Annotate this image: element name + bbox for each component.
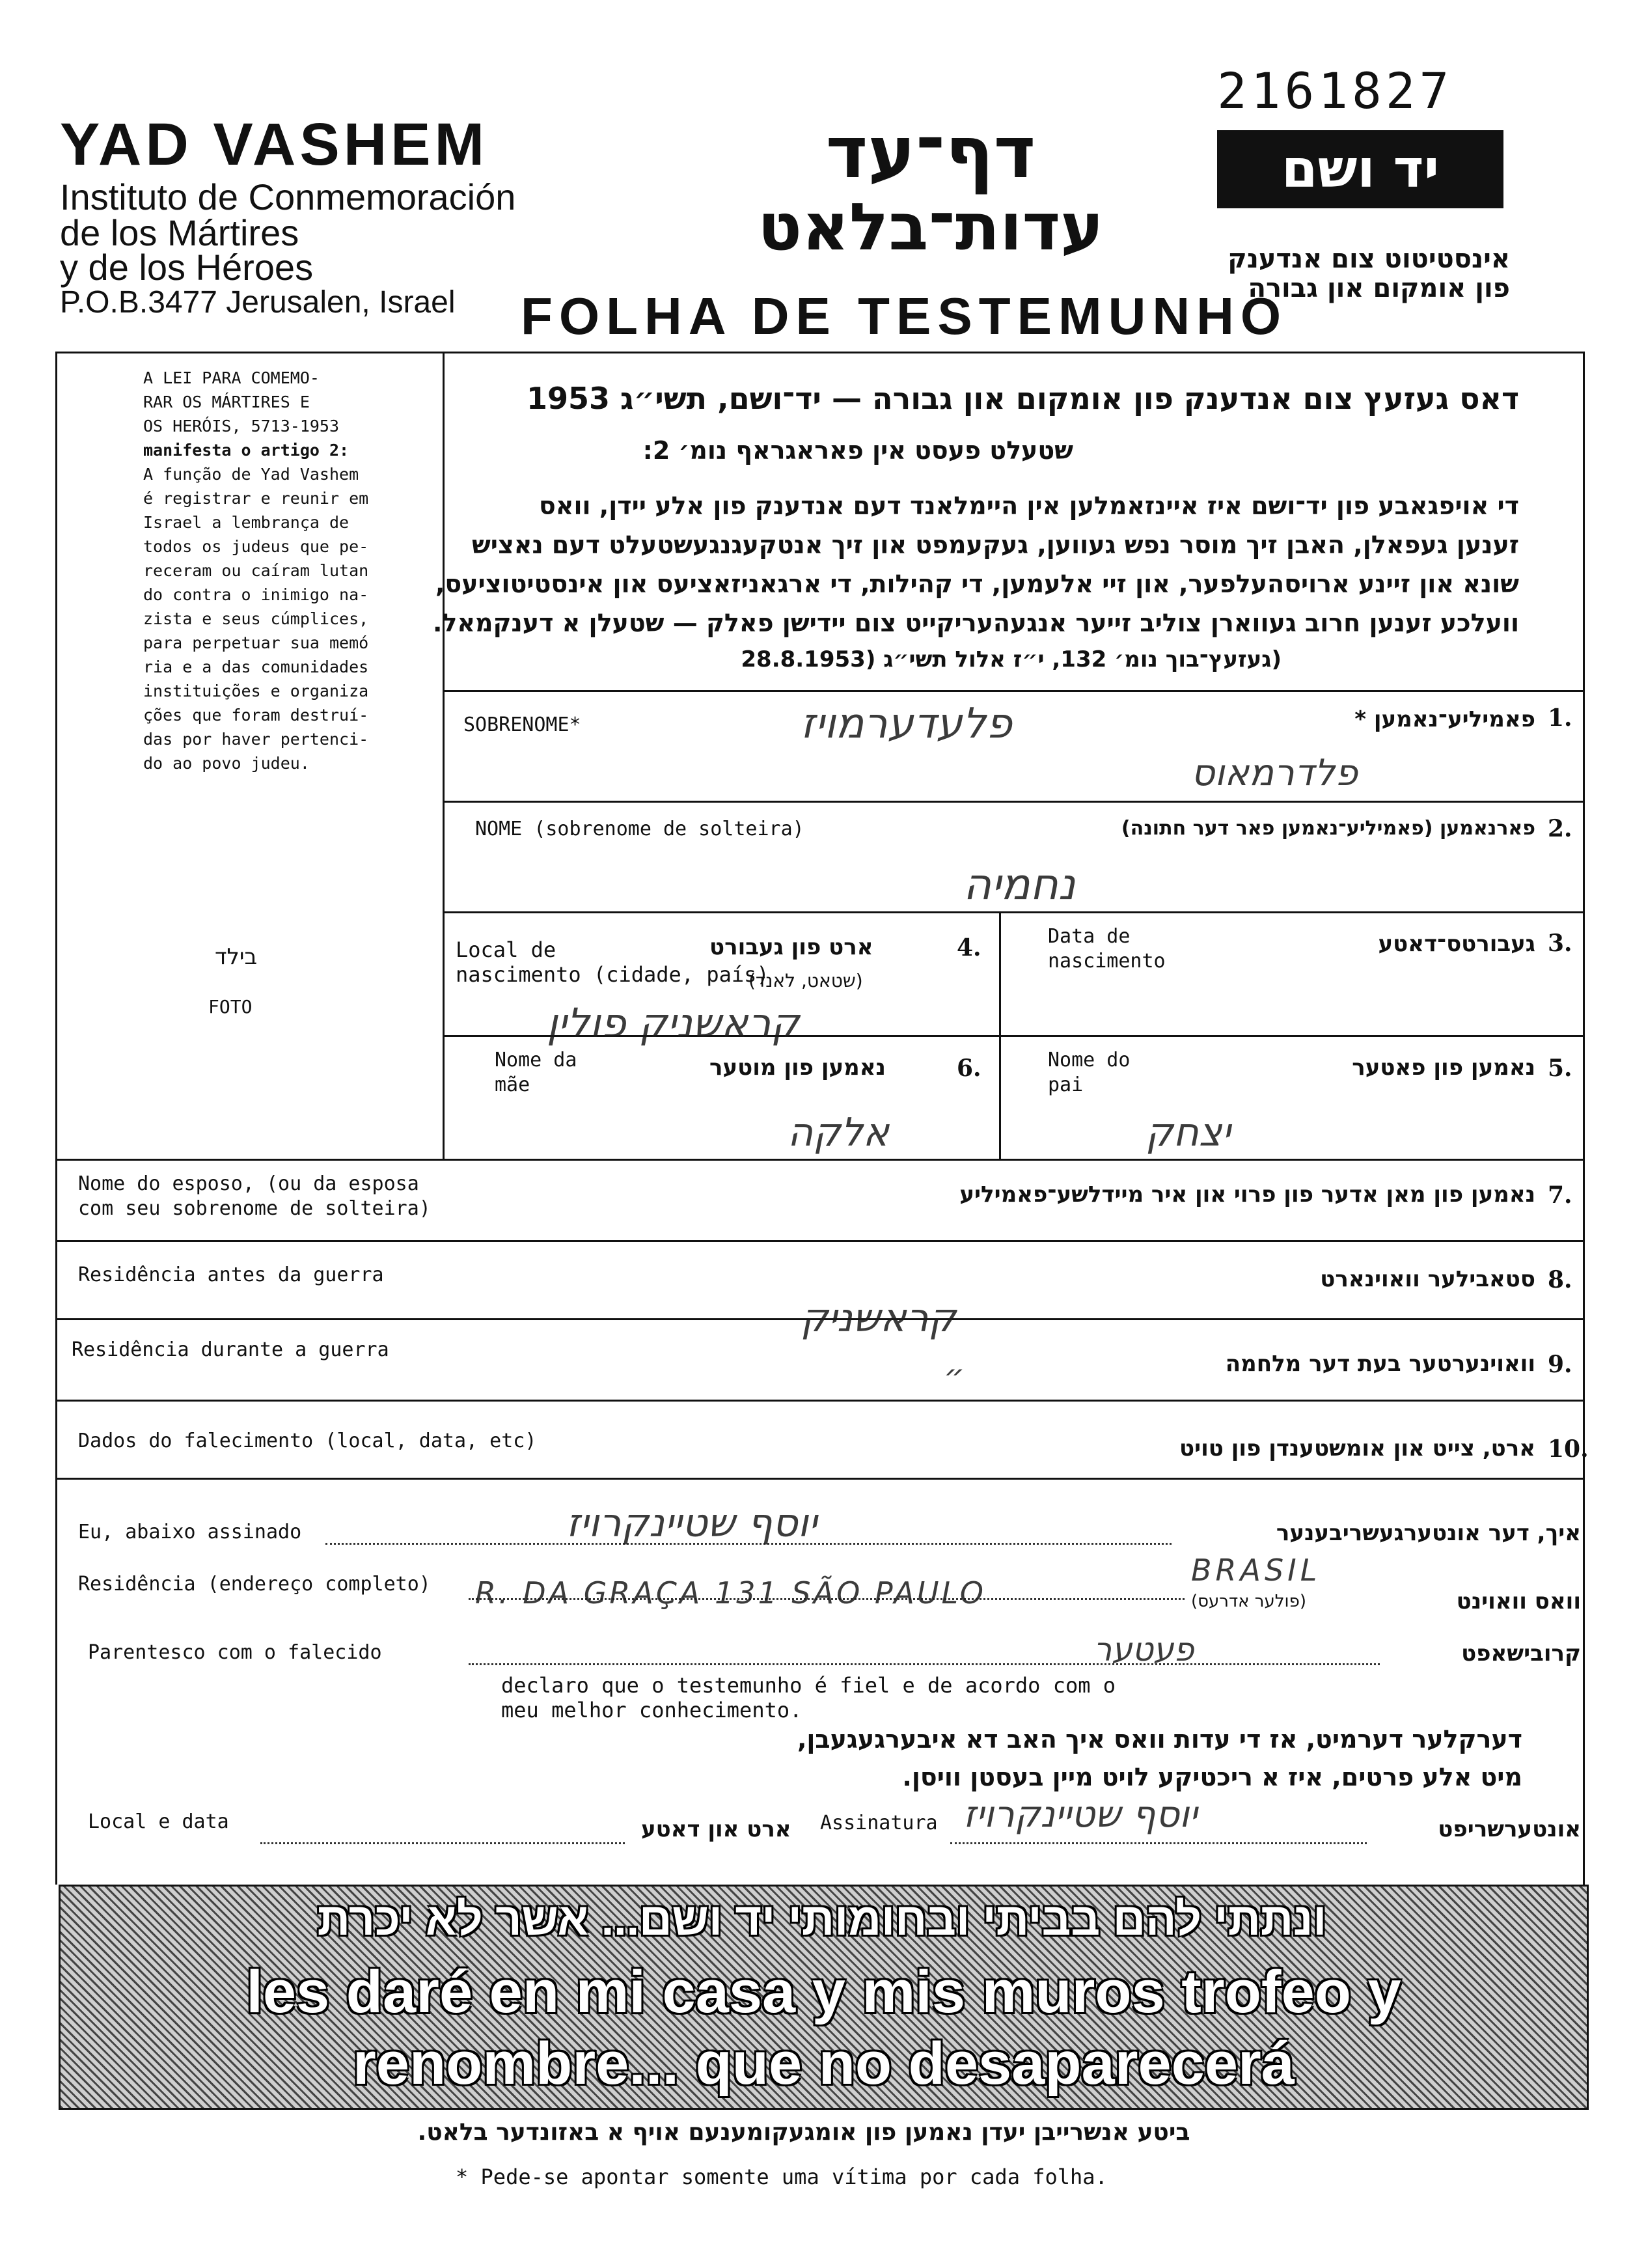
intro-line-5: שונא און זיינע ארויסהעלפער, און זיי אלעמען, די קהילות, די ארגאניזאציעס און אינסטיטוציעס, (435, 570, 1519, 598)
law-line: todos os judeus que pe- (143, 537, 369, 556)
wartime-residence-value[interactable]: ״ (944, 1357, 965, 1395)
law-line: instituições e organiza (143, 682, 369, 700)
birth-date-label-2: nascimento (1048, 950, 1166, 973)
father-name-label-2: pai (1048, 1073, 1084, 1096)
field-number-9: 9. (1548, 1351, 1572, 1378)
declaration-heb-2: מיט אלע פרטים, איז א ריכטיקע לויט מיין בעסטן וויסן. (902, 1763, 1522, 1791)
field-number-5: 5. (1548, 1055, 1572, 1082)
place-date-line (260, 1842, 625, 1844)
birth-place-label-2: nascimento (cidade, país) (456, 962, 769, 987)
spouse-name-label-heb: נאמען פון מאן אדער פון פרוי און איר מיידלשע־פאמיליע (959, 1182, 1535, 1208)
field-number-2: 2. (1548, 815, 1572, 842)
hebrew-title: דף־עד (825, 111, 1036, 194)
field-number-8: 8. (1548, 1266, 1572, 1293)
law-line: é registrar e reunir em (143, 489, 369, 508)
law-line: Israel a lembrança de (143, 513, 350, 532)
prewar-residence-value[interactable]: קראשניק (801, 1295, 957, 1341)
witness-address-label-heb: וואס וואוינט (1456, 1588, 1581, 1614)
quote-banner (59, 1885, 1589, 2110)
birth-date-label-1: Data de (1048, 925, 1131, 948)
field-number-10: 10. (1548, 1435, 1589, 1463)
witness-address-label-heb-2: (פולער אדרעס) (1191, 1592, 1306, 1611)
law-line: do ao povo judeu. (143, 754, 310, 773)
intro-line-3: די אויפגאבע פון יד־ושם איז איינזאמלען אין היימלאנד דעם אנדענק פון אלע יידן, וואס (538, 491, 1519, 520)
row-divider-8 (55, 1478, 1585, 1480)
birth-date-label (1048, 924, 1166, 974)
law-line: manifesta o artigo 2: (143, 441, 350, 460)
intro-line-7: (געזעץ־בוך נומ׳ 132, י״ז אלול תשי״ג (28.8.1953 (741, 646, 1282, 672)
birth-place-label-heb-2: (שטאט, לאנד) (748, 970, 863, 991)
witness-address-label: Residência (endereço completo) (78, 1573, 431, 1596)
field-number-6: 6. (957, 1055, 981, 1082)
institution-line-2: de los Mártires (60, 212, 299, 253)
witness-name-label: Eu, abaixo assinado (78, 1521, 302, 1543)
banner-line-3: renombre... que no desaparecerá (353, 2030, 1295, 2097)
law-line: para perpetuar sua memó (143, 633, 369, 652)
witness-name-label-heb: איך, דער אונטערגעשריבענער (1276, 1520, 1581, 1546)
death-details-label: Dados do falecimento (local, data, etc) (78, 1430, 537, 1452)
mother-name-label (495, 1048, 577, 1098)
birth-place-label-heb: ארט פון געבורט (709, 934, 873, 960)
row-divider-2 (443, 911, 1585, 913)
footer-note-heb: ביטע אנשרייבן יעדן נאמען פון אומגעקומענעם אויף א באזונדער בלאט. (417, 2119, 1190, 2146)
intro-line-1: דאס געזעץ צום אנדענק פון אומקום און גבורה — יד־ושם, תשי״ג 1953 (527, 381, 1519, 416)
surname-value[interactable]: פלעדערמויז (801, 700, 1012, 748)
surname-label-heb: פאמיליע־נאמען * (1354, 706, 1535, 732)
row-divider-5 (55, 1240, 1585, 1242)
frame-right (1583, 352, 1585, 1885)
first-name-value[interactable]: נחמיה (963, 859, 1076, 909)
logo-caption-2: פון אומקום און גבורה (1248, 273, 1510, 303)
surname-value-alt[interactable]: פלדרמאוס (1191, 752, 1358, 794)
photo-label-heb: בילד (215, 944, 258, 970)
record-number: 2161827 (1217, 62, 1453, 120)
birth-place-label-1: Local de (456, 937, 556, 962)
frame-top (55, 352, 1585, 353)
signature-value[interactable]: יוסף שטיינקרויז (963, 1793, 1198, 1836)
law-line: ções que foram destruí- (143, 706, 369, 725)
father-name-label-1: Nome do (1048, 1049, 1131, 1072)
banner-line-hebrew: ונתתי להם בביתי ובחומותי יד ושם... אשר לא יכרת (317, 1894, 1327, 1944)
mother-name-label-1: Nome da (495, 1049, 577, 1072)
field-number-7: 7. (1548, 1182, 1572, 1209)
field-number-4: 4. (957, 934, 981, 961)
photo-label-pt: FOTO (208, 996, 253, 1017)
father-name-value[interactable]: יצחק (1145, 1110, 1231, 1155)
birth-place-value[interactable]: קראשניק פולין (547, 999, 800, 1047)
witness-address-value[interactable]: R. DA GRAÇA 131 SÃO PAULO (475, 1575, 986, 1611)
left-column-divider (443, 352, 445, 1159)
intro-line-6: וועלכע זענען חרוב געווארן צוליב זייער אנגעהעריקייט צום יידישן פאלק — שטעלן א דענקמאל. (432, 609, 1519, 637)
witness-name-value[interactable]: יוסף שטיינקרויז (566, 1500, 817, 1546)
row-divider-4 (55, 1159, 1585, 1161)
witness-address-country[interactable]: BRASIL (1191, 1553, 1321, 1588)
law-line: RAR OS MÁRTIRES E (143, 393, 310, 411)
mother-name-value[interactable]: אלקה (788, 1110, 889, 1155)
org-name: YAD VASHEM (60, 111, 489, 178)
death-details-label-heb: ארט, צייט און אומשטענדן פון טויט (1179, 1435, 1535, 1461)
postal-address: P.O.B.3477 Jerusalen, Israel (60, 285, 456, 320)
signature-label-heb: אונטערשריפט (1438, 1816, 1581, 1842)
signature-line (950, 1842, 1367, 1844)
declaration-pt-1: declaro que o testemunho é fiel e de acordo com o (501, 1673, 1116, 1698)
law-line: OS HERÓIS, 5713-1953 (143, 417, 340, 436)
spouse-name-label (78, 1172, 431, 1221)
mid-column-divider (999, 911, 1001, 1159)
mother-name-label-heb: נאמען פון מוטער (709, 1055, 886, 1081)
form-title: FOLHA DE TESTEMUNHO (521, 287, 1288, 345)
place-date-label: Local e data (88, 1810, 229, 1833)
signature-label: Assinatura (820, 1812, 938, 1834)
yad-vashem-logo: יד ושם (1217, 130, 1503, 208)
surname-label: SOBRENOME* (463, 713, 581, 736)
wartime-residence-label-heb: וואוינערטער בעת דער מלחמה (1225, 1351, 1535, 1377)
yiddish-title: עדות־בלאט (758, 189, 1104, 265)
row-divider-1 (443, 801, 1585, 803)
banner-line-2: les daré en mi casa y mis muros trofeo y (246, 1959, 1401, 2025)
frame-left (55, 352, 57, 1885)
first-name-label-heb: פארנאמען (פאמיליע־נאמען פאר דער חתונה) (1121, 817, 1535, 840)
institution-line-3: y de los Héroes (60, 247, 314, 288)
wartime-residence-label: Residência durante a guerra (72, 1338, 389, 1361)
intro-line-2: שטעלט פעסט אין פאראגראף נומ׳ 2: (642, 436, 1073, 465)
intro-divider (443, 690, 1585, 692)
law-line: zista e seus cúmplices, (143, 609, 369, 628)
row-divider-7 (55, 1400, 1585, 1402)
law-line: A função de Yad Vashem (143, 465, 359, 484)
father-name-label-heb: נאמען פון פאטער (1352, 1055, 1535, 1081)
birth-date-label-heb: געבורטס־דאטע (1378, 931, 1535, 957)
spouse-name-label-2: com seu sobrenome de solteira) (78, 1197, 431, 1220)
declaration-pt (501, 1673, 1116, 1722)
intro-line-4: זענען געפאלן, האבן זיך מוסר נפש געווען, געקעמפט און זיך אנטקעגנגעשטעלט דעם נאציש (471, 531, 1519, 559)
father-name-label (1048, 1048, 1130, 1098)
footer-note-pt: * Pede-se apontar somente uma vítima por cada folha. (456, 2164, 1108, 2189)
law-line: ria e a das comunidades (143, 657, 369, 676)
law-text (143, 366, 417, 775)
place-date-label-heb: ארט און דאטע (641, 1816, 791, 1842)
relationship-label: Parentesco com o falecido (88, 1641, 382, 1664)
relationship-label-heb: קרובישאפט (1461, 1640, 1581, 1666)
law-line: A LEI PARA COMEMO- (143, 368, 320, 387)
declaration-heb-1: דערקלער דערמיט, אז די עדות וואס איך האב דא איבערגעגעבן, (797, 1725, 1522, 1754)
law-line: das por haver pertenci- (143, 730, 369, 749)
law-line: do contra o inimigo na- (143, 585, 369, 604)
institution-line-1: Instituto de Conmemoración (60, 176, 516, 217)
mother-name-label-2: mãe (495, 1073, 530, 1096)
declaration-pt-2: meu melhor conhecimento. (501, 1698, 802, 1722)
spouse-name-label-1: Nome do esposo, (ou da esposa (78, 1172, 419, 1195)
field-number-3: 3. (1548, 930, 1572, 957)
prewar-residence-label: Residência antes da guerra (78, 1264, 384, 1286)
logo-caption-1: אינסטיטוט צום אנדענק (1228, 244, 1510, 274)
relationship-line (469, 1663, 1380, 1665)
prewar-residence-label-heb: סטאבילער וואוינארט (1320, 1266, 1535, 1292)
relationship-value[interactable]: פעטער (1093, 1631, 1194, 1668)
law-line: receram ou caíram lutan (143, 561, 369, 580)
first-name-label: NOME (sobrenome de solteira) (475, 818, 804, 840)
field-number-1: 1. (1548, 704, 1572, 732)
